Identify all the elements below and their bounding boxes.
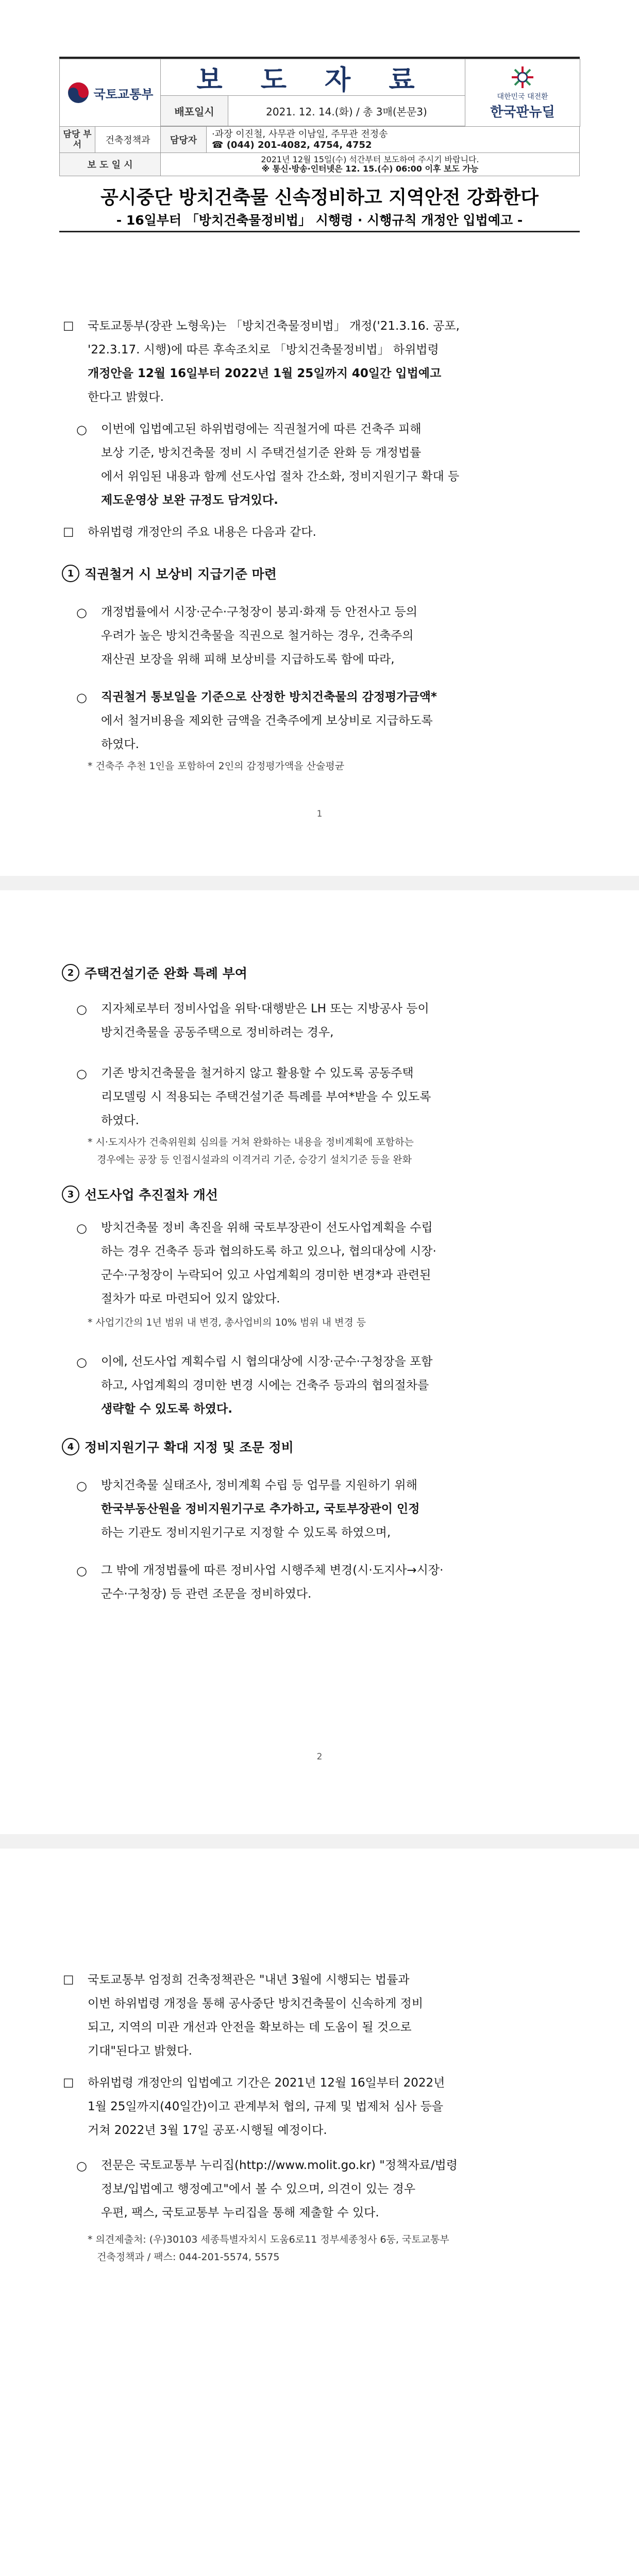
text-line: 기존 방치건축물을 철거하지 않고 활용할 수 있도록 공동주택: [101, 1066, 414, 1080]
square-bullet-icon: ☐: [63, 2076, 74, 2091]
embargo-label: 보 도 일 시: [59, 152, 161, 176]
section-1-paragraph-2: [101, 685, 577, 756]
section-number: 4: [62, 1438, 79, 1455]
text-line: 한다고 밝혔다.: [88, 391, 164, 404]
text-line: 직권철거 통보일을 기준으로 산정한 방치건축물의 감정평가금액*: [101, 690, 437, 704]
text-line: 에서 철거비용을 제외한 금액을 건축주에게 보상비로 지급하도록: [101, 714, 433, 727]
circle-bullet-icon: ○: [76, 1221, 87, 1235]
square-bullet-icon: ☐: [63, 319, 74, 334]
page-number: 2: [316, 1752, 323, 1762]
circle-bullet-icon: ○: [76, 1355, 87, 1369]
text-line: 정보/입법예고 행정예고"에서 볼 수 있으며, 의견이 있는 경우: [101, 2182, 416, 2196]
square-bullet-icon: ☐: [63, 526, 74, 540]
text-line: 지자체로부터 정비사업을 위탁·대행받은 LH 또는 지방공사 등이: [101, 1002, 429, 1015]
dist-label: 배포일시: [160, 95, 228, 126]
section-1-heading: [62, 564, 277, 583]
manager-value: [206, 126, 580, 153]
text-line: 군수·구청장이 누락되어 있고 사업계획의 경미한 변경*과 관련된: [101, 1268, 431, 1282]
section-4-paragraph-1: [101, 1473, 577, 1545]
circle-bullet-icon: ○: [76, 1066, 87, 1081]
scope-paragraph: [101, 417, 577, 512]
text-line: 국토교통부 엄정희 건축정책관은 "내년 3월에 시행되는 법률과: [88, 1973, 410, 1987]
section-3-footnote: * 사업기간의 1년 범위 내 변경, 총사업비의 10% 범위 내 변경 등: [88, 1317, 366, 1328]
dept-label: 담당 부서: [59, 126, 95, 153]
text-line: 개정안을 12월 16일부터 2022년 1월 25일까지 40일간 입법예고: [88, 367, 442, 380]
text-line: 하위법령 개정안의 입법예고 기간은 2021년 12월 16일부터 2022년: [88, 2076, 445, 2090]
section-title: 정비지원기구 확대 지정 및 조문 정비: [85, 1440, 294, 1455]
text-line: 하였다.: [101, 738, 139, 751]
page-number: 1: [316, 809, 323, 819]
slogan: 한국판뉴딜: [490, 104, 555, 120]
square-bullet-icon: ☐: [63, 1973, 74, 1988]
note-line: * 시·도지사가 건축위원회 심의를 거쳐 완화하는 내용을 정비계획에 포함하는: [88, 1137, 414, 1148]
text-line: 국토교통부(장관 노형욱)는 「방치건축물정비법」 개정('21.3.16. 공포,: [88, 319, 460, 333]
note-line: 경우에는 공장 등 인접시설과의 이격거리 기준, 승강기 설치기준 등을 완화: [97, 1154, 412, 1165]
dept-value: 건축정책과: [95, 126, 161, 153]
submission-footnote: [88, 2231, 577, 2266]
text-line: 방치건축물 실태조사, 정비계획 수립 등 업무를 지원하기 위해: [101, 1479, 417, 1492]
headline-rule: [59, 231, 580, 232]
circle-bullet-icon: ○: [76, 1002, 87, 1016]
note-line: * 의견제출처: (우)30103 세종특별자치시 도움6로11 정부세종청사 6동, 국토교통부: [88, 2234, 449, 2245]
ministry-name: 국토교통부: [93, 87, 154, 101]
main-content-intro: 하위법령 개정안의 주요 내용은 다음과 같다.: [88, 526, 316, 539]
subheadline: - 16일부터 「방치건축물정비법」 시행령 · 시행규칙 개정안 입법예고 -: [116, 213, 523, 228]
press-release-title: 보 도 자 료: [160, 59, 465, 96]
circle-bullet-icon: ○: [76, 690, 87, 705]
text-line: 이번에 입법예고된 하위법령에는 직권철거에 따른 건축주 피해: [101, 422, 422, 436]
dist-value: 2021. 12. 14.(화) / 총 3매(본문3): [228, 95, 465, 126]
full-text-paragraph: [101, 2154, 577, 2225]
new-deal-icon: [511, 65, 534, 89]
page-separator: [0, 876, 639, 890]
official-quote-paragraph: [88, 1968, 577, 2063]
text-line: 생략할 수 있도록 하였다.: [101, 1402, 232, 1416]
text-line: 하였다.: [101, 1114, 139, 1127]
slogan-small: 대한민국 대전환: [497, 92, 548, 101]
section-number: 2: [62, 964, 79, 981]
section-2-paragraph-1: [101, 997, 577, 1044]
text-line: 하는 경우 건축주 등과 협의하도록 하고 있으나, 협의대상에 시장·: [101, 1245, 436, 1258]
page-separator: [0, 1834, 639, 1849]
section-2-footnote: [88, 1133, 577, 1168]
text-line: 기대"된다고 밝혔다.: [88, 2044, 192, 2058]
section-title: 주택건설기준 완화 특례 부여: [85, 966, 247, 981]
section-3-paragraph-2: [101, 1350, 577, 1421]
section-2-heading: [62, 963, 247, 982]
circle-bullet-icon: ○: [76, 1564, 87, 1578]
text-line: 이번 하위법령 개정을 통해 공사중단 방치건축물이 신속하게 정비: [88, 1997, 424, 2010]
text-line: 제도운영상 보완 규정도 담겨있다.: [101, 494, 278, 507]
text-line: 방치건축물 정비 촉진을 위해 국토부장관이 선도사업계획을 수립: [101, 1221, 433, 1234]
text-line: 재산권 보장을 위해 피해 보상비를 지급하도록 함에 따라,: [101, 653, 395, 666]
circle-bullet-icon: ○: [76, 1479, 87, 1493]
text-line: 개정법률에서 시장·군수·구청장이 붕괴·화재 등 안전사고 등의: [101, 605, 417, 619]
embargo-note: ※ 통신·방송·인터넷은 12. 15.(수) 06:00 이후 보도 가능: [261, 164, 479, 174]
section-number: 3: [62, 1185, 79, 1203]
section-number: 1: [62, 565, 79, 582]
section-3-paragraph-1: [101, 1216, 577, 1311]
headline: 공시중단 방치건축물 신속정비하고 지역안전 강화한다: [100, 187, 539, 208]
note-line: 건축정책과 / 팩스: 044-201-5574, 5575: [97, 2251, 280, 2263]
section-title: 직권철거 시 보상비 지급기준 마련: [85, 567, 277, 582]
embargo-line: 2021년 12월 15일(수) 석간부터 보도하여 주시기 바랍니다.: [261, 155, 479, 164]
press-header: [59, 57, 580, 174]
intro-paragraph: [88, 314, 577, 409]
text-line: 거쳐 2022년 3월 17일 공포·시행될 예정이다.: [88, 2124, 327, 2137]
text-line: 이에, 선도사업 계획수립 시 협의대상에 시장·군수·구청장을 포함: [101, 1355, 433, 1368]
section-3-heading: [62, 1185, 218, 1204]
section-1-paragraph-1: [101, 600, 577, 671]
circle-bullet-icon: ○: [76, 2159, 87, 2173]
text-line: 보상 기준, 방치건축물 정비 시 주택건설기준 완화 등 개정법률: [101, 446, 422, 460]
notice-period-paragraph: [88, 2071, 577, 2142]
circle-bullet-icon: ○: [76, 422, 87, 437]
text-line: 한국부동산원을 정비지원기구로 추가하고, 국토부장관이 인정: [101, 1502, 420, 1516]
text-line: 절차가 따로 마련되어 있지 않았다.: [101, 1292, 280, 1306]
ministry-logo: [59, 59, 161, 127]
new-deal-logo: [465, 59, 580, 127]
text-line: 우려가 높은 방치건축물을 직권으로 철거하는 경우, 건축주의: [101, 629, 414, 642]
text-line: 그 밖에 개정법률에 따른 정비사업 시행주체 변경(시·도지사→시장·: [101, 1564, 444, 1577]
circle-bullet-icon: ○: [76, 605, 87, 620]
text-line: 우편, 팩스, 국토교통부 누리집을 통해 제출할 수 있다.: [101, 2206, 379, 2219]
text-line: 군수·구청장) 등 관련 조문을 정비하였다.: [101, 1587, 312, 1601]
text-line: 에서 위임된 내용과 함께 선도사업 절차 간소화, 정비지원기구 확대 등: [101, 470, 460, 483]
embargo-value: [160, 152, 580, 176]
text-line: 전문은 국토교통부 누리집(http://www.molit.go.kr) "정책자료/법령: [101, 2159, 458, 2172]
section-title: 선도사업 추진절차 개선: [85, 1188, 218, 1202]
manager-phone: ☎ (044) 201-4082, 4754, 4752: [212, 140, 372, 150]
text-line: 하고, 사업계획의 경미한 변경 시에는 건축주 등과의 협의절차를: [101, 1379, 429, 1392]
manager-label: 담당자: [160, 126, 207, 153]
text-line: 1월 25일까지(40일간)이고 관계부처 협의, 규제 및 법제처 심사 등을: [88, 2100, 444, 2113]
manager-line: ·과장 이진철, 사무관 이남일, 주무관 전정송: [212, 129, 388, 140]
text-line: 되고, 지역의 미관 개선과 안전을 확보하는 데 도움이 될 것으로: [88, 2021, 412, 2034]
taegeuk-icon: [67, 81, 90, 104]
text-line: 방치건축물을 공동주택으로 정비하려는 경우,: [101, 1026, 334, 1039]
section-4-heading: [62, 1437, 294, 1456]
text-line: '22.3.17. 시행)에 따른 후속조치로 「방치건축물정비법」 하위법령: [88, 343, 439, 357]
text-line: 하는 기관도 정비지원기구로 지정할 수 있도록 하였으며,: [101, 1526, 391, 1539]
text-line: 리모델링 시 적용되는 주택건설기준 특례를 부여*받을 수 있도록: [101, 1090, 431, 1104]
section-1-footnote: * 건축주 추천 1인을 포함하여 2인의 감정평가액을 산술평균: [88, 760, 345, 772]
section-2-paragraph-2: [101, 1061, 577, 1132]
section-4-paragraph-2: [101, 1558, 577, 1606]
